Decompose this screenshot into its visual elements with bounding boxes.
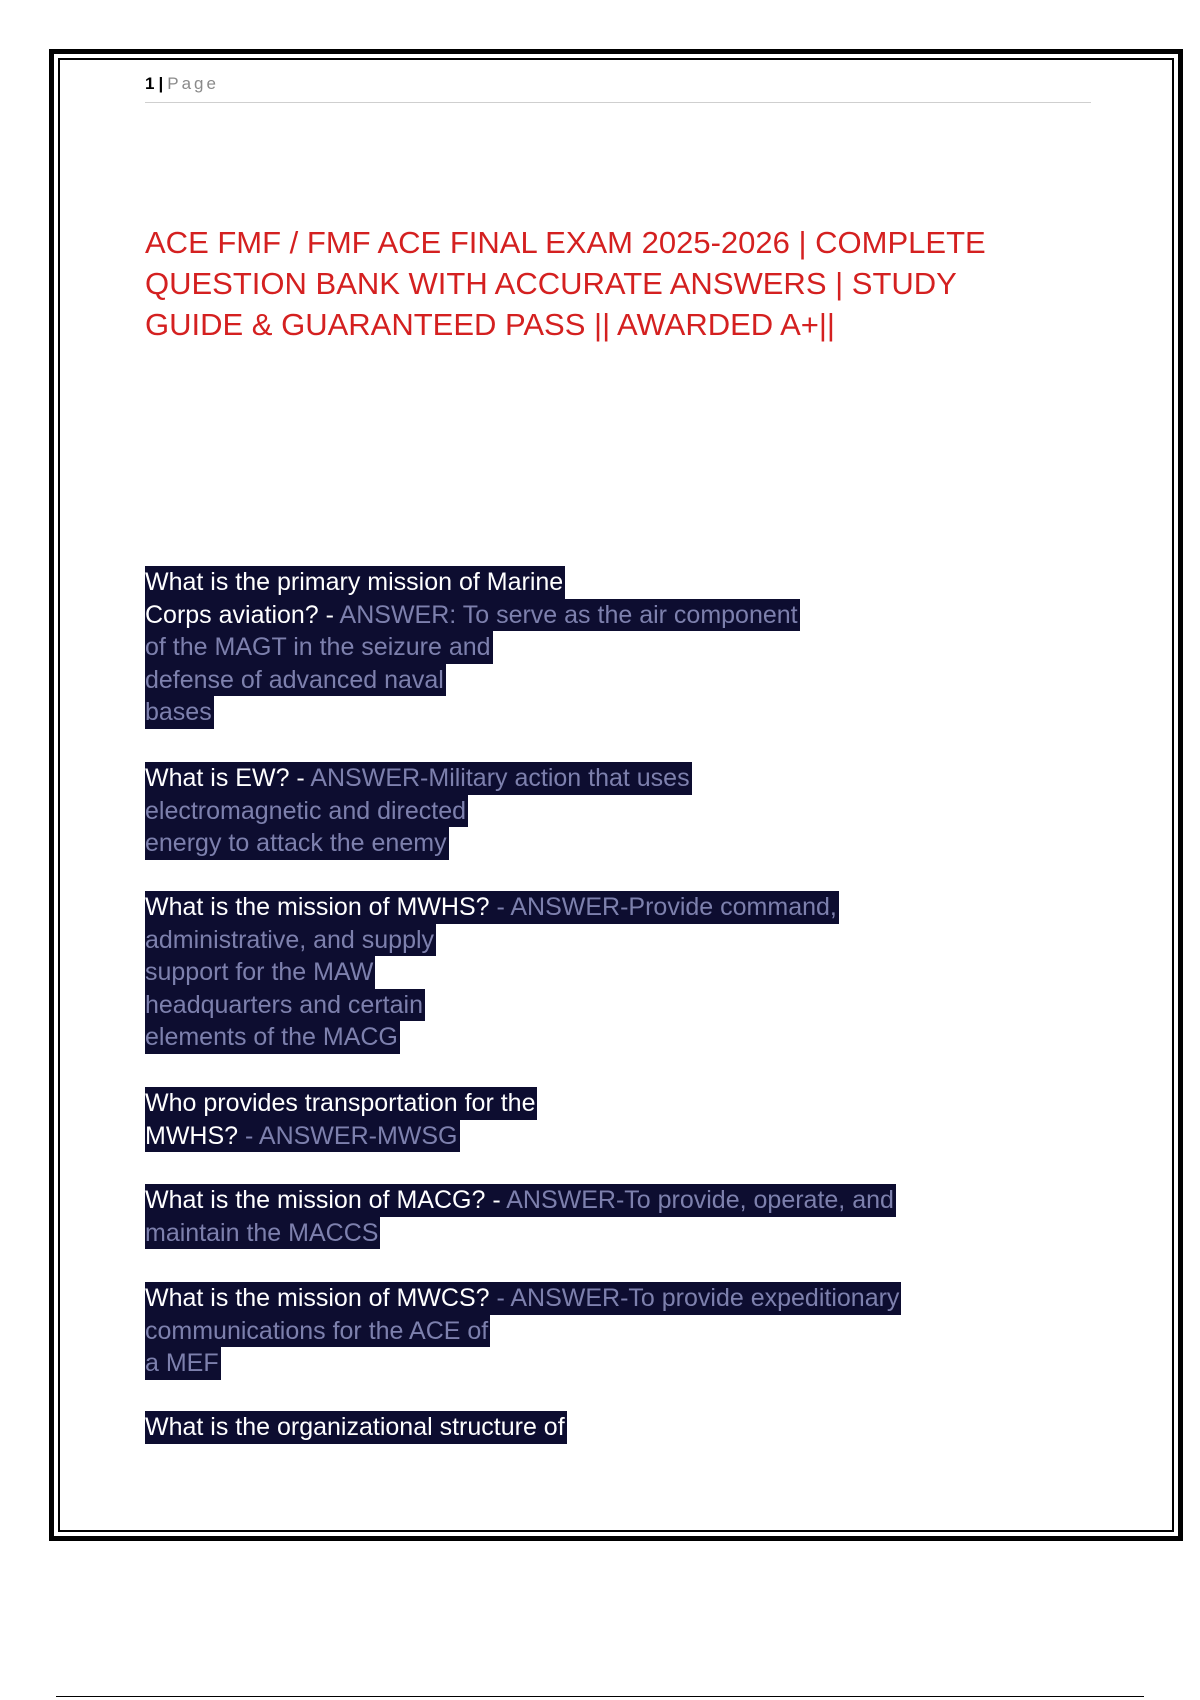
question-text: What is the mission of MWCS? — [145, 1284, 490, 1312]
qa-line — [145, 1021, 400, 1054]
qa-item — [145, 566, 800, 729]
answer-text: of the MAGT in the seizure and — [145, 633, 491, 661]
qa-line — [145, 989, 425, 1022]
answer-text: bases — [145, 698, 212, 726]
answer-text: headquarters and certain — [145, 990, 423, 1019]
page-separator: | — [158, 74, 164, 93]
answer-text: - ANSWER-MWSG — [238, 1121, 458, 1150]
question-text: MWHS? — [145, 1121, 239, 1150]
answer-text: - ANSWER-Provide command, — [489, 893, 837, 921]
answer-text: communications for the ACE of — [145, 1316, 489, 1345]
title-line: ACE FMF / FMF ACE FINAL EXAM 2025-2026 | COMPLETE — [145, 225, 986, 260]
qa-line — [145, 1411, 567, 1444]
qa-line — [145, 1217, 380, 1250]
qa-item — [145, 1087, 537, 1152]
question-text: What is the organizational structure of — [145, 1413, 565, 1441]
page-number: 1 — [145, 74, 155, 93]
answer-text: defense of advanced naval — [145, 665, 444, 694]
qa-line — [145, 566, 565, 599]
answer-text: - ANSWER-To provide expeditionary — [489, 1284, 900, 1312]
qa-item — [145, 1411, 567, 1444]
qa-line — [145, 1120, 460, 1153]
qa-line — [145, 827, 449, 860]
answer-text: elements of the MACG — [145, 1023, 398, 1051]
qa-line — [145, 1347, 221, 1380]
answer-text: administrative, and supply — [145, 925, 435, 954]
question-text: Who provides transportation for the — [145, 1089, 536, 1117]
qa-item — [145, 1184, 896, 1249]
page-label: Page — [167, 74, 219, 93]
answer-text: ANSWER: To serve as the air component — [339, 600, 798, 629]
answer-text: electromagnetic and directed — [145, 796, 467, 825]
question-text: What is the mission of MACG? - — [145, 1186, 507, 1214]
qa-line — [145, 1315, 490, 1348]
answer-text: ANSWER-To provide, operate, and — [506, 1186, 894, 1214]
qa-line — [145, 795, 468, 828]
title-line: GUIDE & GUARANTEED PASS || AWARDED A+|| — [145, 307, 835, 342]
qa-line — [145, 631, 493, 664]
qa-line — [145, 1282, 901, 1315]
qa-item — [145, 762, 692, 860]
qa-line — [145, 599, 800, 632]
footer-rule — [56, 1696, 1144, 1697]
qa-line — [145, 762, 692, 795]
question-text: Corps aviation? - — [145, 600, 340, 629]
qa-item — [145, 1282, 901, 1380]
question-text: What is EW? - — [145, 764, 311, 792]
document-title — [145, 222, 1045, 345]
qa-line — [145, 956, 375, 989]
qa-line — [145, 696, 214, 729]
qa-line — [145, 924, 436, 957]
question-text: What is the mission of MWHS? — [145, 893, 490, 921]
page-header — [145, 74, 1091, 103]
qa-line — [145, 1184, 896, 1217]
question-text: What is the primary mission of Marine — [145, 568, 564, 596]
qa-line — [145, 891, 839, 924]
answer-text: support for the MAW — [145, 958, 374, 986]
qa-item — [145, 891, 839, 1054]
qa-line — [145, 664, 446, 697]
answer-text: maintain the MACCS — [145, 1218, 379, 1247]
answer-text: ANSWER-Military action that uses — [310, 764, 690, 792]
answer-text: energy to attack the enemy — [145, 829, 447, 857]
title-line: QUESTION BANK WITH ACCURATE ANSWERS | STUDY — [145, 266, 957, 301]
qa-line — [145, 1087, 537, 1120]
answer-text: a MEF — [145, 1349, 219, 1377]
